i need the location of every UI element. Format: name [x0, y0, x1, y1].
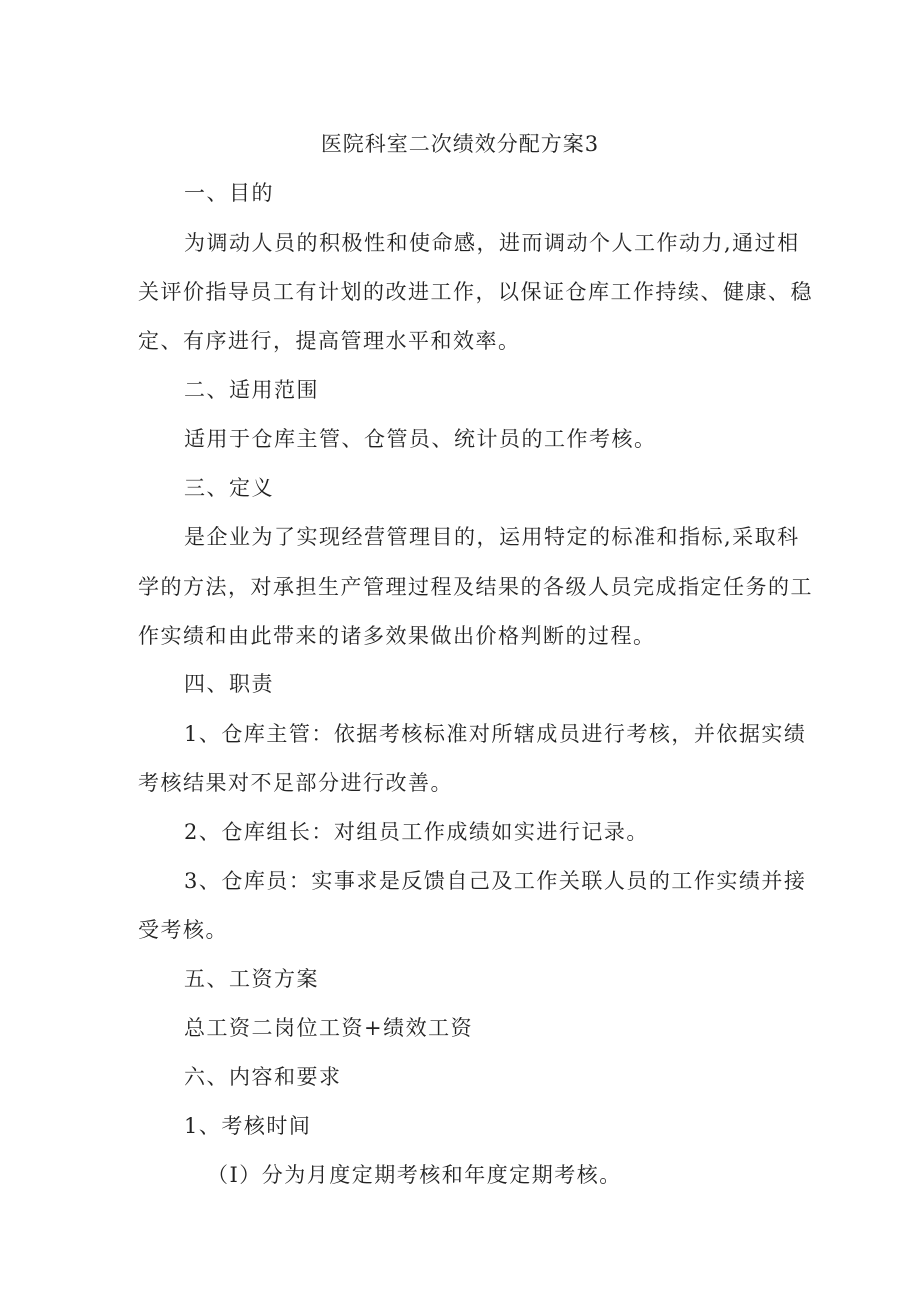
heading-duties: 四、职责	[184, 672, 274, 696]
paragraph-line: 定、有序进行，提高管理水平和效率。	[138, 329, 521, 353]
paragraph-line: 总工资二岗位工资+绩效工资	[184, 1016, 474, 1040]
paragraph-line: 学的方法，对承担生产管理过程及结果的各级人员完成指定任务的工	[138, 575, 813, 599]
paragraph-line: 2、仓库组长：对组员工作成绩如实进行记录。	[184, 820, 649, 844]
subheading-time: 1、考核时间	[184, 1114, 312, 1138]
paragraph-line: 1、仓库主管：依据考核标准对所辖成员进行考核，并依据实绩	[184, 722, 807, 746]
paragraph-line: 适用于仓库主管、仓管员、统计员的工作考核。	[184, 427, 657, 451]
paragraph-line: 作实绩和由此带来的诸多效果做出价格判断的过程。	[138, 624, 656, 648]
paragraph-line: 是企业为了实现经营管理目的，运用特定的标准和指标,采取科	[184, 525, 800, 549]
heading-content: 六、内容和要求	[184, 1065, 342, 1089]
heading-purpose: 一、目的	[184, 181, 274, 205]
paragraph-line: 考核结果对不足部分进行改善。	[138, 771, 453, 795]
heading-scope: 二、适用范围	[184, 378, 319, 402]
paragraph-line: 3、仓库员：实事求是反馈自己及工作关联人员的工作实绩并接	[184, 869, 807, 893]
paragraph-line: 为调动人员的积极性和使命感，进而调动个人工作动力,通过相	[184, 231, 800, 255]
paragraph-line: 受考核。	[138, 918, 228, 942]
heading-definition: 三、定义	[184, 476, 274, 500]
heading-salary: 五、工资方案	[184, 967, 319, 991]
paragraph-line: 关评价指导员工有计划的改进工作，以保证仓库工作持续、健康、稳	[138, 280, 813, 304]
paragraph-line: （I）分为月度定期考核和年度定期考核。	[207, 1163, 622, 1187]
document-title: 医院科室二次绩效分配方案3	[320, 132, 600, 156]
